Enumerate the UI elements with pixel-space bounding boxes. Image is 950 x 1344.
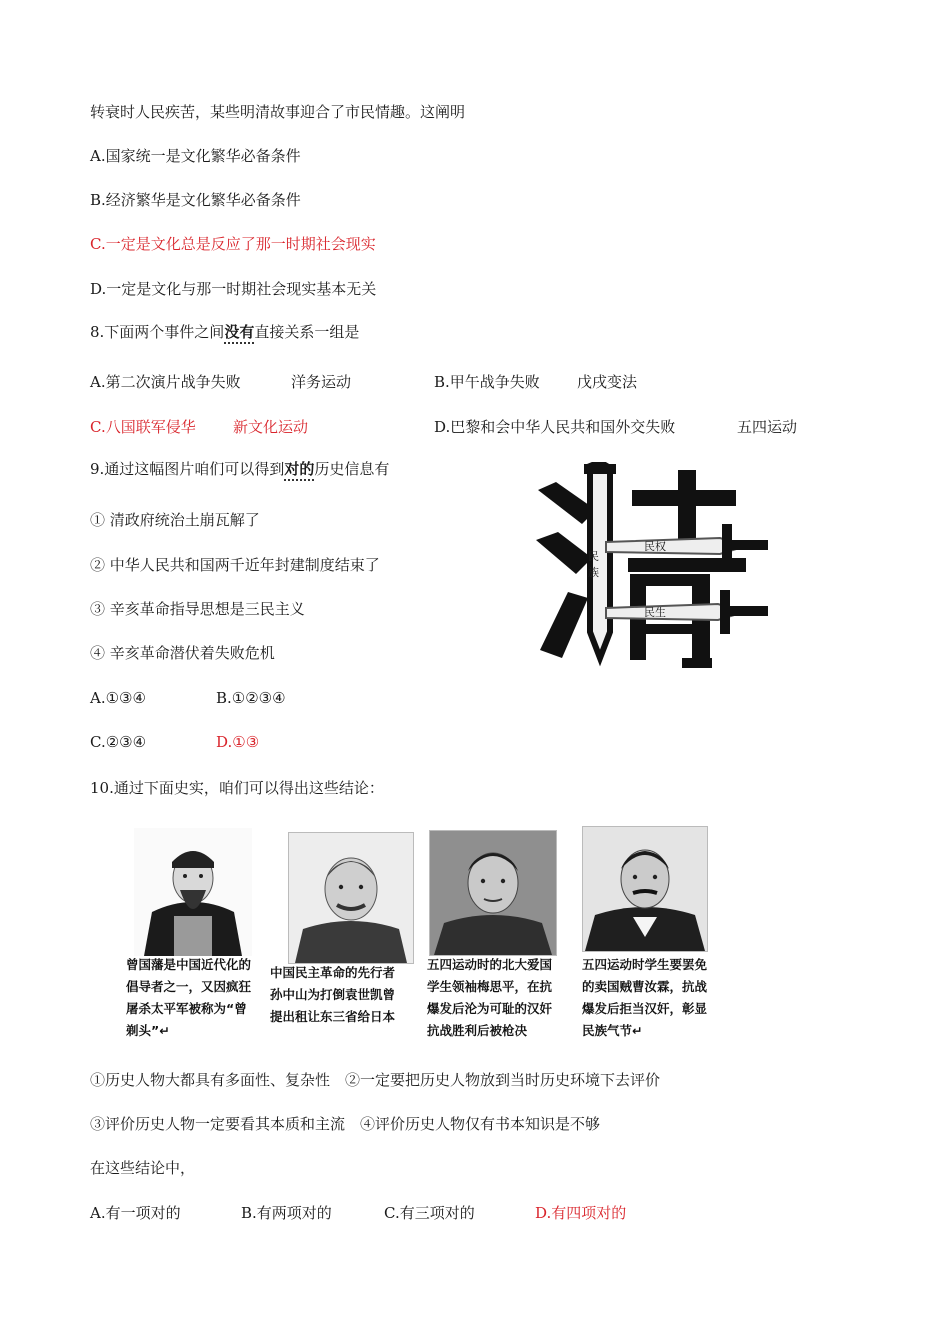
caption-3-line-1: 五四运动时的北大爱国 — [427, 957, 553, 972]
q10-option-d: D.有四项对的 — [535, 1204, 627, 1222]
caption-1-line-2: 倡导者之一，又因疯狂 — [126, 979, 252, 994]
portrait-row — [120, 822, 750, 1052]
q9-stem-post: 历史信息有 — [314, 460, 390, 478]
q8-option-b: B.甲午战争失败 — [434, 373, 540, 391]
caption-2-line-1: 中国民主革命的先行者 — [270, 965, 396, 980]
photo-cao-rulin — [582, 826, 708, 952]
q9-option-c: C.②③④ — [90, 733, 147, 751]
caption-4-line-4: 民族气节↵ — [582, 1023, 643, 1038]
caption-1-line-1: 曾国藩是中国近代化的 — [126, 957, 252, 972]
q8-stem-emphasis: 没有 — [224, 323, 254, 344]
q9-option-d: D.①③ — [216, 733, 260, 751]
q10-option-c: C.有三项对的 — [384, 1204, 475, 1222]
q7-option-c: C.一定是文化总是反应了那一时期社会现实 — [90, 235, 376, 253]
q8-stem — [90, 322, 359, 342]
caption-1-line-3: 屠杀太平军被称为“曾 — [126, 1001, 247, 1016]
qing-character-figure — [532, 462, 772, 672]
q7-option-d: D.一定是文化与那一时期社会现实基本无关 — [90, 280, 377, 298]
intro-line: 转衰时人民疾苦，某些明清故事迎合了市民情趣。这阐明 — [90, 103, 466, 121]
caption-sun-yatsen — [270, 962, 395, 1028]
q10-statement-1: ①历史人物大都具有多面性、复杂性 ②一定要把历史人物放到当时历史环境下去评价 — [90, 1071, 661, 1089]
caption-4-line-2: 的卖国贼曹汝霖，抗战 — [582, 979, 708, 994]
caption-3-line-2: 学生领袖梅思平，在抗 — [427, 979, 553, 994]
q8-option-b-pair: 戊戌变法 — [577, 373, 638, 391]
q9-item-4: ④ 辛亥革命潜伏着失败危机 — [90, 644, 275, 662]
q8-option-a-pair: 洋务运动 — [291, 373, 352, 391]
caption-3-line-3: 爆发后沦为可耻的汉奸 — [427, 1001, 553, 1016]
label-minsheng: 民生 — [644, 606, 666, 619]
photo-mei-siping — [429, 830, 557, 956]
label-minzu-1: 民 — [588, 550, 599, 563]
q10-statement-3: 在这些结论中， — [90, 1159, 196, 1177]
q8-stem-post: 直接关系一组是 — [254, 323, 360, 341]
q10-stem: 10.通过下面史实，咱们可以得出这些结论： — [90, 779, 384, 797]
caption-mei-siping — [427, 954, 552, 1042]
photo-sun-yatsen — [288, 832, 414, 964]
caption-cao-rulin — [582, 954, 707, 1042]
q8-option-d: D.巴黎和会中华人民共和国外交失败 — [434, 418, 676, 436]
q9-item-2: ② 中华人民共和国两千近年封建制度结束了 — [90, 556, 380, 574]
q8-option-c-pair: 新文化运动 — [233, 418, 309, 436]
q8-option-a: A.第二次演片战争失败 — [90, 373, 241, 391]
q7-option-b: B.经济繁华是文化繁华必备条件 — [90, 191, 301, 209]
q9-stem — [90, 459, 389, 479]
q10-option-a: A.有一项对的 — [90, 1204, 181, 1222]
label-minquan: 民权 — [644, 540, 666, 553]
q9-item-3: ③ 辛亥革命指导思想是三民主义 — [90, 600, 305, 618]
q8-option-c: C.八国联军侵华 — [90, 418, 196, 436]
label-minzu-2: 族 — [588, 566, 599, 579]
q10-statement-2: ③评价历史人物一定要看其本质和主流 ④评价历史人物仅有书本知识是不够 — [90, 1115, 601, 1133]
q9-item-1: ① 清政府统治土崩瓦解了 — [90, 511, 260, 529]
photo-zeng-guofan — [134, 828, 252, 956]
caption-4-line-3: 爆发后拒当汉奸，彰显 — [582, 1001, 708, 1016]
caption-2-line-3: 提出租让东三省给日本 — [270, 1009, 396, 1024]
caption-1-line-4: 剃头”↵ — [126, 1023, 170, 1038]
q9-stem-emphasis: 对的 — [284, 460, 314, 481]
q9-option-b: B.①②③④ — [216, 689, 286, 707]
q8-option-d-pair: 五四运动 — [737, 418, 798, 436]
caption-2-line-2: 孙中山为打倒袁世凯曾 — [270, 987, 396, 1002]
caption-3-line-4: 抗战胜利后被枪决 — [427, 1023, 528, 1038]
q7-option-a: A.国家统一是文化繁华必备条件 — [90, 147, 301, 165]
caption-zeng-guofan — [126, 954, 251, 1042]
q9-option-a: A.①③④ — [90, 689, 146, 707]
q8-stem-pre: 8.下面两个事件之间 — [90, 323, 225, 341]
caption-4-line-1: 五四运动时学生要罢免 — [582, 957, 708, 972]
q10-option-b: B.有两项对的 — [241, 1204, 332, 1222]
q9-stem-pre: 9.通过这幅图片咱们可以得到 — [90, 460, 285, 478]
